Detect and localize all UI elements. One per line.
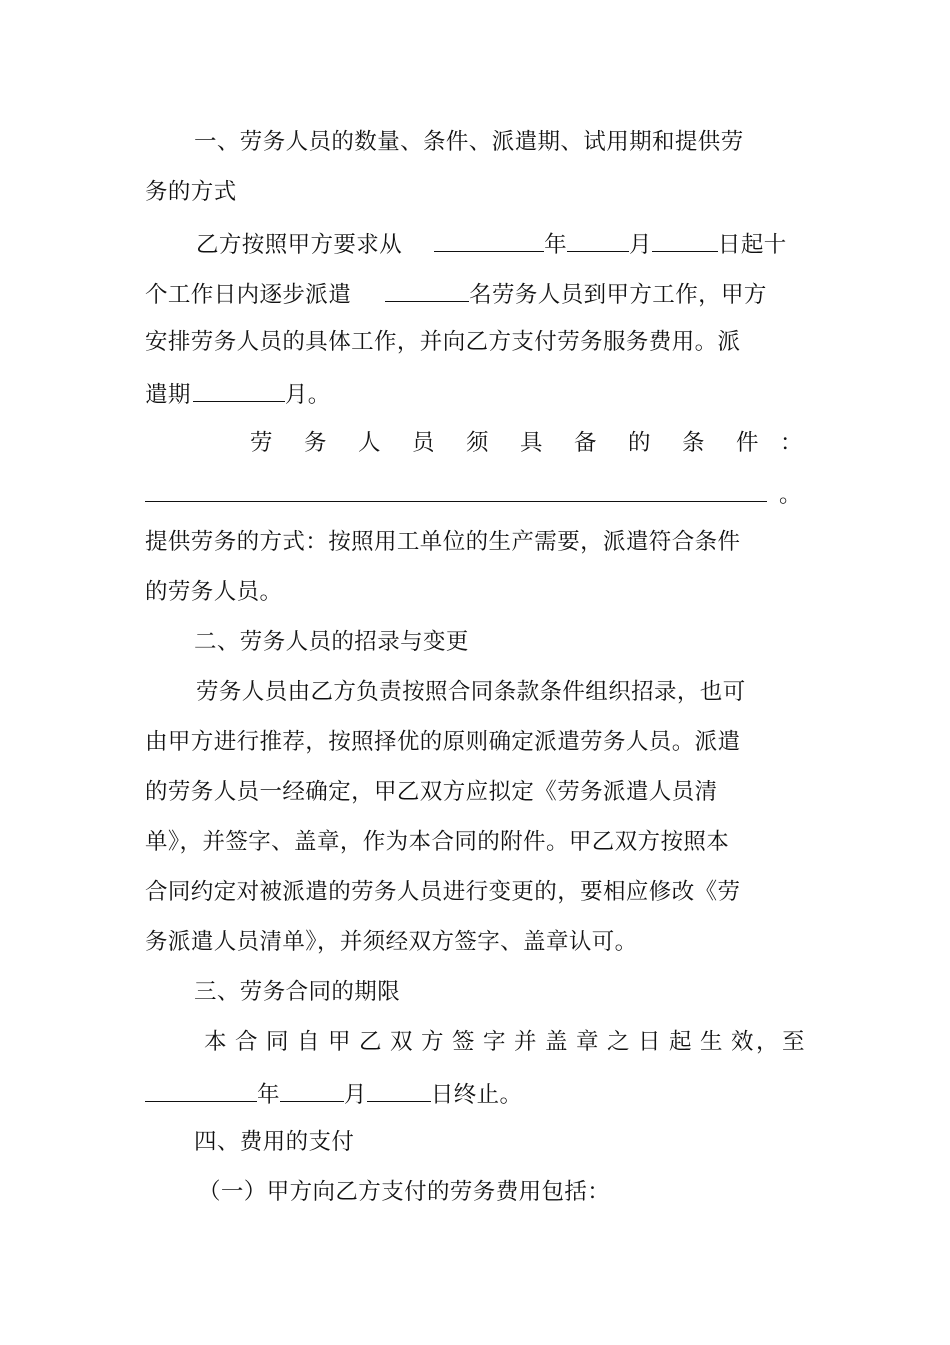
term-char: 合 bbox=[235, 1029, 258, 1055]
term-char: 并 bbox=[514, 1029, 537, 1055]
term-char: 乙 bbox=[359, 1029, 382, 1055]
cond-char: 须 bbox=[466, 430, 489, 456]
term-char: 签 bbox=[452, 1029, 475, 1055]
term-char: 起 bbox=[669, 1029, 692, 1055]
year-blank bbox=[434, 227, 544, 252]
term-char: 之 bbox=[607, 1029, 630, 1055]
cond-char: 员 bbox=[412, 430, 435, 456]
section-1-heading-line-2: 务的方式 bbox=[145, 179, 237, 205]
end-year-label: 年 bbox=[257, 1082, 280, 1108]
term-char: 字 bbox=[483, 1029, 506, 1055]
term-char: 日 bbox=[638, 1029, 661, 1055]
conditions-blank-line bbox=[145, 477, 802, 510]
term-char: 自 bbox=[297, 1029, 320, 1055]
cond-char: 务 bbox=[304, 430, 327, 456]
section-2-line-6: 务派遣人员清单》，并须经双方签字、盖章认可。 bbox=[145, 929, 638, 955]
term-char: 甲 bbox=[328, 1029, 351, 1055]
cond-char: 备 bbox=[574, 430, 597, 456]
end-year-blank bbox=[145, 1077, 257, 1102]
conditions-blank bbox=[145, 477, 767, 502]
section-2-line-1: 劳务人员由乙方负责按照合同条款条件组织招录，也可 bbox=[196, 679, 746, 705]
section-1-para-line-4 bbox=[145, 377, 331, 410]
para-text: 月。 bbox=[284, 382, 331, 408]
cond-char: ： bbox=[780, 430, 803, 456]
day-label: 日起十 bbox=[717, 232, 787, 258]
section-2-heading: 二、劳务人员的招录与变更 bbox=[194, 629, 469, 655]
para-text: 个工作日内逐步派遣 bbox=[145, 282, 352, 308]
section-4-sub-1: （一）甲方向乙方支付的劳务费用包括： bbox=[198, 1179, 611, 1205]
section-2-line-5: 合同约定对被派遣的劳务人员进行变更的，要相应修改《劳 bbox=[145, 879, 741, 905]
term-char: ， bbox=[756, 1029, 779, 1055]
section-1-para-line-1 bbox=[196, 227, 787, 260]
section-4-heading: 四、费用的支付 bbox=[194, 1129, 355, 1155]
month-blank bbox=[567, 227, 629, 252]
conditions-end-mark: 。 bbox=[779, 482, 802, 508]
term-char: 同 bbox=[266, 1029, 289, 1055]
term-char: 生 bbox=[700, 1029, 723, 1055]
para-text: 乙方按照甲方要求从 bbox=[196, 232, 403, 258]
end-day-blank bbox=[367, 1077, 431, 1102]
section-2-line-4: 单》，并签字、盖章，作为本合同的附件。甲乙双方按照本 bbox=[145, 829, 730, 855]
cond-char: 人 bbox=[358, 430, 381, 456]
para-text: 名劳务人员到甲方工作，甲方 bbox=[469, 282, 767, 308]
end-day-label: 日终止。 bbox=[430, 1082, 523, 1108]
month-label: 月 bbox=[629, 232, 652, 258]
section-3-heading: 三、劳务合同的期限 bbox=[194, 979, 401, 1005]
term-char: 本 bbox=[204, 1029, 227, 1055]
cond-char: 件 bbox=[736, 430, 759, 456]
term-char: 至 bbox=[782, 1029, 805, 1055]
term-char: 双 bbox=[390, 1029, 413, 1055]
term-char: 章 bbox=[576, 1029, 599, 1055]
section-2-line-2: 由甲方进行推荐，按照择优的原则确定派遣劳务人员。派遣 bbox=[145, 729, 741, 755]
term-char: 方 bbox=[421, 1029, 444, 1055]
method-line-2: 的劳务人员。 bbox=[145, 579, 283, 605]
cond-char: 劳 bbox=[250, 430, 273, 456]
section-2-line-3: 的劳务人员一经确定，甲乙双方应拟定《劳务派遣人员清 bbox=[145, 779, 718, 805]
term-char: 效 bbox=[731, 1029, 754, 1055]
year-label: 年 bbox=[544, 232, 568, 258]
period-blank bbox=[193, 377, 285, 402]
count-blank bbox=[385, 277, 469, 302]
end-month-label: 月 bbox=[343, 1082, 367, 1108]
section-1-heading-line-1: 一、劳务人员的数量、条件、派遣期、试用期和提供劳 bbox=[194, 129, 744, 155]
cond-char: 条 bbox=[682, 430, 705, 456]
section-1-para-line-3: 安排劳务人员的具体工作，并向乙方支付劳务服务费用。派 bbox=[145, 329, 741, 355]
cond-char: 具 bbox=[520, 430, 543, 456]
para-text: 遣期 bbox=[145, 382, 191, 408]
cond-char: 的 bbox=[628, 430, 651, 456]
day-blank bbox=[652, 227, 718, 252]
section-1-para-line-2 bbox=[145, 277, 767, 310]
method-line-1: 提供劳务的方式：按照用工单位的生产需要，派遣符合条件 bbox=[145, 529, 741, 555]
section-3-date-line bbox=[145, 1077, 522, 1110]
end-month-blank bbox=[280, 1077, 344, 1102]
term-char: 盖 bbox=[545, 1029, 568, 1055]
